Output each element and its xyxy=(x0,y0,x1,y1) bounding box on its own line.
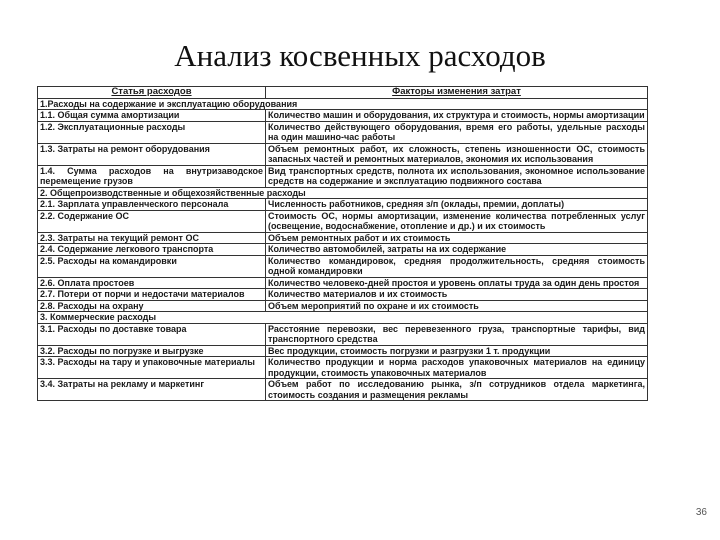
section-row xyxy=(38,312,648,324)
page-number: 36 xyxy=(695,507,707,518)
table-row xyxy=(38,345,648,357)
cost-item-cell: 2.1. Зарплата управленческого персонала xyxy=(38,199,266,211)
cost-factors-cell: Объем ремонтных работ, их сложность, степень изношенности ОС, стоимость запасных частей и ремонтных материалов, экономия их использования xyxy=(266,143,648,165)
cost-factors-cell: Количество машин и оборудования, их структура и стоимость, нормы амортизации xyxy=(266,110,648,122)
cost-item-cell: 3.3. Расходы на тару и упаковочные материалы xyxy=(38,357,266,379)
section-label: 1.Расходы на содержание и эксплуатацию оборудования xyxy=(38,98,648,110)
header-cost-item: Статья расходов xyxy=(38,87,266,99)
table-row xyxy=(38,357,648,379)
cost-item-cell: 2.4. Содержание легкового транспорта xyxy=(38,244,266,256)
table-row xyxy=(38,199,648,211)
cost-item-cell: 3.1. Расходы по доставке товара xyxy=(38,323,266,345)
section-row xyxy=(38,98,648,110)
cost-item-cell: 2.8. Расходы на охрану xyxy=(38,300,266,312)
cost-factors-cell: Объем ремонтных работ и их стоимость xyxy=(266,232,648,244)
cost-factors-cell: Объем работ по исследованию рынка, з/п сотрудников отдела маркетинга, стоимость создания и размещения рекламы xyxy=(266,379,648,401)
cost-item-cell: 3.4. Затраты на рекламу и маркетинг xyxy=(38,379,266,401)
table-row xyxy=(38,210,648,232)
slide-title: Анализ косвенных расходов xyxy=(174,38,546,73)
cost-item-cell: 1.4. Сумма расходов на внутризаводское перемещение грузов xyxy=(38,165,266,187)
table-row xyxy=(38,110,648,122)
cost-factors-cell: Вес продукции, стоимость погрузки и разгрузки 1 т. продукции xyxy=(266,345,648,357)
table-row xyxy=(38,143,648,165)
cost-factors-cell: Количество автомобилей, затраты на их содержание xyxy=(266,244,648,256)
section-label: 3. Коммерческие расходы xyxy=(38,312,648,324)
header-cost-factors: Факторы изменения затрат xyxy=(266,87,648,99)
table-row xyxy=(38,379,648,401)
cost-factors-cell: Количество материалов и их стоимость xyxy=(266,289,648,301)
cost-factors-cell: Количество действующего оборудования, время его работы, удельные расходы на один машино-час работы xyxy=(266,121,648,143)
cost-item-cell: 1.2. Эксплуатационные расходы xyxy=(38,121,266,143)
cost-factors-cell: Объем мероприятий по охране и их стоимость xyxy=(266,300,648,312)
section-label: 2. Общепроизводственные и общехозяйственные расходы xyxy=(38,187,648,199)
cost-factors-cell: Численность работников, средняя з/п (оклады, премии, доплаты) xyxy=(266,199,648,211)
cost-item-cell: 2.3. Затраты на текущий ремонт ОС xyxy=(38,232,266,244)
table-row xyxy=(38,232,648,244)
table-row xyxy=(38,277,648,289)
cost-item-cell: 2.7. Потери от порчи и недостачи материалов xyxy=(38,289,266,301)
cost-item-cell: 1.3. Затраты на ремонт оборудования xyxy=(38,143,266,165)
cost-item-cell: 2.5. Расходы на командировки xyxy=(38,255,266,277)
table-header-row xyxy=(38,87,648,99)
table-row xyxy=(38,300,648,312)
table-row xyxy=(38,255,648,277)
cost-factors-cell: Расстояние перевозки, вес перевезенного груза, транспортные тарифы, вид транспортного средства xyxy=(266,323,648,345)
section-row xyxy=(38,187,648,199)
cost-factors-cell: Стоимость ОС, нормы амортизации, изменение количества потребленных услуг (освещение, водоснабжение, отопление и др.) и их стоимость xyxy=(266,210,648,232)
table-row xyxy=(38,165,648,187)
cost-factors-cell: Количество человеко-дней простоя и уровень оплаты труда за один день простоя xyxy=(266,277,648,289)
cost-item-cell: 1.1. Общая сумма амортизации xyxy=(38,110,266,122)
cost-item-cell: 2.6. Оплата простоев xyxy=(38,277,266,289)
table-body xyxy=(38,98,648,401)
table-row xyxy=(38,244,648,256)
cost-item-cell: 2.2. Содержание ОС xyxy=(38,210,266,232)
cost-factors-cell: Вид транспортных средств, полнота их использования, экономное использование средств на содержание и эксплуатацию подвижного состава xyxy=(266,165,648,187)
table-row xyxy=(38,323,648,345)
table-row xyxy=(38,289,648,301)
cost-factors-cell: Количество продукции и норма расходов упаковочных материалов на единицу продукции, стоимость упаковочных материалов xyxy=(266,357,648,379)
indirect-costs-table xyxy=(37,86,648,401)
table-row xyxy=(38,121,648,143)
cost-factors-cell: Количество командировок, средняя продолжительность, средняя стоимость одной командировки xyxy=(266,255,648,277)
cost-item-cell: 3.2. Расходы по погрузке и выгрузке xyxy=(38,345,266,357)
